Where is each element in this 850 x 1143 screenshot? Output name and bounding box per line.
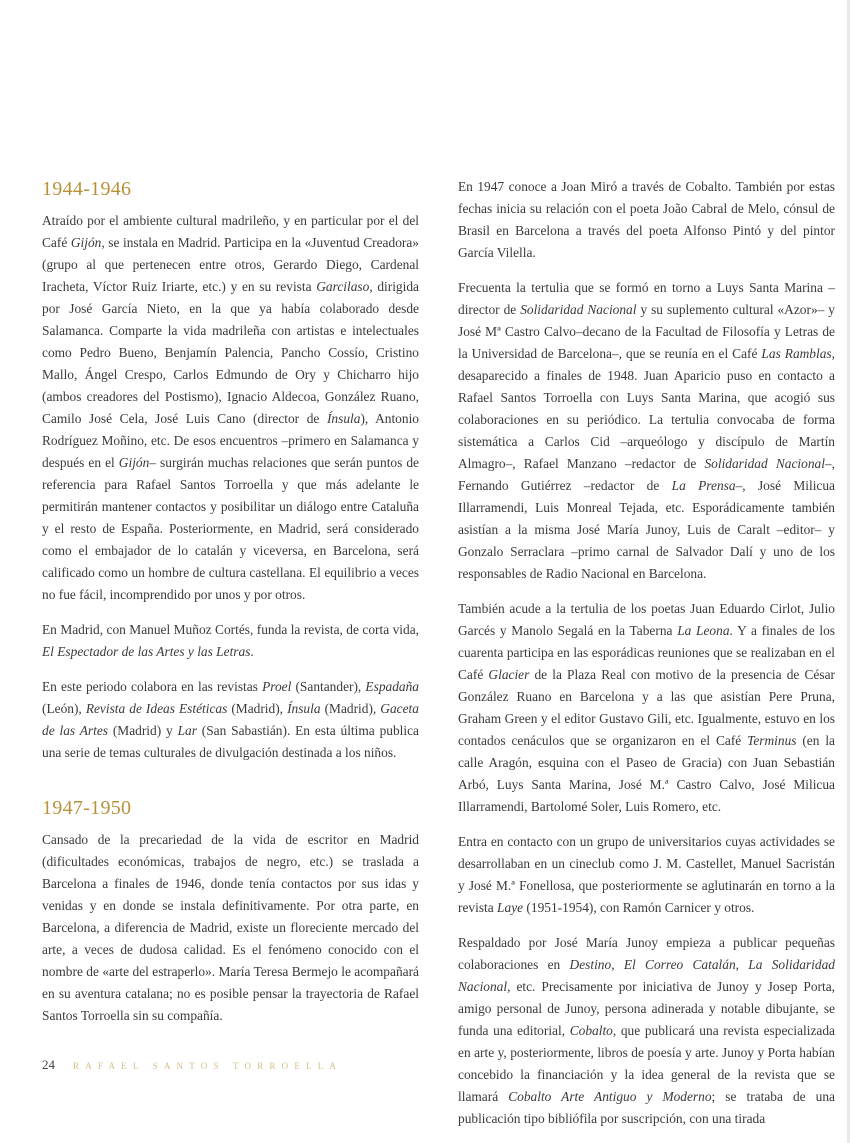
italic-title: Cobalto	[569, 1023, 613, 1038]
paragraph	[42, 676, 419, 764]
page-number: 24	[42, 1057, 55, 1072]
italic-title: Espadaña	[365, 679, 419, 694]
italic-title: Glacier	[488, 667, 530, 682]
text-run: ; se trataba de una publicación tipo bibliófila por suscripción, con una tirada	[458, 1089, 835, 1126]
italic-title: Ínsula	[326, 411, 361, 426]
text-run: (Madrid),	[320, 701, 381, 716]
left-column	[42, 176, 419, 1095]
text-run: ,	[611, 957, 624, 972]
italic-title: El Espectador de las Artes y las Letras	[42, 644, 251, 659]
paragraph	[458, 932, 835, 1130]
paragraph	[458, 176, 835, 264]
right-column	[458, 176, 835, 1143]
text-run: También acude a la tertulia de los poetas Juan Eduardo Cirlot, Julio Garcés y Manolo Segalá en la Taberna	[458, 601, 835, 638]
paragraph	[458, 598, 835, 818]
text-run: Entra en contacto con un grupo de universitarios cuyas actividades se desarrollaban en un cineclub como J. M. Castellet, Manuel Sacristán y José M.ª Fonellosa, que posteriormente se aglutinarán en torno a la revista	[458, 834, 835, 915]
page-footer	[42, 1040, 419, 1095]
italic-title: La Prensa	[671, 478, 736, 493]
text-run: En Madrid, con Manuel Muñoz Cortés, funda la revista, de corta vida,	[42, 622, 419, 637]
text-run: (San Sabastián). En esta última publica una serie de temas culturales de divulgación destinada a los niños.	[42, 723, 419, 760]
italic-title: Destino	[569, 957, 612, 972]
text-run: En 1947 conoce a Joan Miró a través de Cobalto. También por estas fechas inicia su relación con el poeta João Cabral de Melo, cónsul de Brasil en Barcelona a través del poeta Alfonso Pintó y del pintor García Vilella.	[458, 179, 835, 260]
text-run: de la Plaza Real con motivo de la presencia de César González Ruano en Barcelona y a las que asistían Pere Pruna, Graham Green y el editor Gustavo Gili, etc. Igualmente, estuvo en los contados cenáculos que se organizaron en el Café	[458, 667, 835, 748]
italic-title: Laye	[497, 900, 524, 915]
paragraph	[458, 831, 835, 919]
text-run: (Santander),	[291, 679, 366, 694]
text-run: y su suplemento cultural «Azor»– y José Mª Castro Calvo–decano de la Facultad de Filosofía y Letras de la Universidad de Barcelona–, que se reunía en el Café	[458, 302, 835, 361]
italic-title: Gijón	[70, 235, 102, 250]
text-run: –, Fernando Gutiérrez –redactor de	[458, 456, 836, 493]
text-run: Respaldado por José María Junoy empieza a publicar pequeñas colaboraciones en	[458, 935, 835, 972]
text-run: , dirigida por José García Nieto, en la que ya había colaborado desde Salamanca. Comparte la vida madrileña con artistas e intelectuales como Pedro Bueno, Benjamín Palencia, Pancho Cossío, Cristino Mallo, Ángel Crespo, Carlos Edmundo de Ory y Chicharro hijo (ambos creadores del Postismo), Ignacio Aldecoa, González Ruano, Camilo José Cela, José Luis Cano (director de	[42, 279, 419, 426]
text-run: , desaparecido a finales de 1948. Juan Aparicio puso en contacto a Rafael Santos Torroella con Luys Santa Marina, que acogió sus colaboraciones en su periódico. La tertulia convocaba de forma sistemática a Carlos Cid –arqueólogo y discípulo de Martín Almagro–, Rafael Manzano –redactor de	[458, 346, 835, 471]
italic-title: Garcilaso	[316, 279, 370, 294]
text-run: –, José Milicua Illarramendi, Luis Monreal Tejada, etc. Esporádicamente también asistían a la misma José María Junoy, Luis de Caralt –editor– y Gonzalo Serraclara –primo carnal de Salvador Dalí y uno de los responsables de Radio Nacional en Barcelona.	[458, 478, 835, 581]
italic-title: Terminus	[747, 733, 797, 748]
text-run: (en la calle Aragón, esquina con el Paseo de Gracia) con Juan Sebastián Arbó, Luys Santa Marina, José M.ª Castro Calvo, José Milicua Illarramendi, Bartolomé Soler, Luis Romero, etc.	[458, 733, 835, 814]
italic-title: La Solidaridad Nacional	[458, 957, 835, 994]
paragraph	[42, 210, 419, 606]
italic-title: Proel	[262, 679, 292, 694]
running-title: RAFAEL SANTOS TORROELLA	[73, 1061, 343, 1071]
text-run: – surgirán muchas relaciones que serán puntos de referencia para Rafael Santos Torroella y que más adelante le permitirán mantener contactos y posibilitar un diálogo entre Cataluña y el resto de España. Posteriormente, en Madrid, será considerado como el embajador de lo catalán y viceversa, en Barcelona, será calificado como un hombre de cultura castellana. El equilibrio a veces no fue fácil, incomprendido por unos y por otros.	[42, 455, 419, 602]
italic-title: Las Ramblas	[761, 346, 832, 361]
italic-title: Ínsula	[287, 701, 321, 716]
section-heading-1944-1946: 1944-1946	[42, 178, 132, 200]
italic-title: Solidaridad Nacional	[704, 456, 825, 471]
text-run: .	[250, 644, 254, 659]
paragraph	[42, 619, 419, 663]
text-run: Atraído por el ambiente cultural madrileño, y en particular por el del Café	[42, 213, 419, 250]
italic-title: Cobalto Arte Antiguo y Moderno	[508, 1089, 712, 1104]
paragraph	[458, 277, 835, 585]
italic-title: Solidaridad Nacional	[520, 302, 637, 317]
text-run: (Madrid) y	[107, 723, 178, 738]
italic-title: Revista de Ideas Estéticas	[85, 701, 228, 716]
paragraph	[42, 829, 419, 1027]
italic-title: La Leona	[677, 623, 730, 638]
text-run: , que publicará una revista especializada en arte y, posteriormente, libros de poesía y arte. Junoy y Porta habían concebido la financiación y la idea general de la revista que se llamará	[458, 1023, 835, 1104]
text-run: , se instala en Madrid. Participa en la «Juventud Creadora» (grupo al que pertenecen entre otros, Gerardo Diego, Cardenal Iracheta, Víctor Ruiz Iriarte, etc.) y en su revista	[42, 235, 419, 294]
section-heading-1947-1950: 1947-1950	[42, 797, 132, 819]
text-run: (León),	[42, 701, 86, 716]
italic-title: El Correo Catalán	[623, 957, 736, 972]
text-run: En este periodo colabora en las revistas	[42, 679, 263, 694]
text-run: , etc. Precisamente por iniciativa de Junoy y Josep Porta, amigo personal de Junoy, persona adinerada y notable dibujante, se funda una editorial,	[458, 979, 835, 1038]
text-run: Cansado de la precariedad de la vida de escritor en Madrid (dificultades económicas, trabajos de negro, etc.) se traslada a Barcelona a finales de 1946, donde tenía contactos por sus idas y venidas y en donde se instala definitivamente. Por otra parte, en Barcelona, a diferencia de Madrid, existe un floreciente mercado del arte, a veces de dudosa calidad. Es el fenómeno conocido con el nombre de «arte del estraperlo». María Teresa Bermejo le acompañará en su aventura catalana; no es posible pensar la trayectoria de Rafael Santos Torroella sin su compañía.	[42, 832, 419, 1023]
text-run: (1951-1954), con Ramón Carnicer y otros.	[523, 900, 755, 915]
text-run: ,	[735, 957, 749, 972]
italic-title: Gaceta de las Artes	[42, 701, 419, 738]
italic-title: Lar	[177, 723, 197, 738]
italic-title: Gijón	[118, 455, 150, 470]
text-run: . Y a finales de los cuarenta participa en las esporádicas reuniones que se realizaban en el Café	[458, 623, 836, 682]
text-run: ), Antonio Rodríguez Moñino, etc. De esos encuentros –primero en Salamanca y después en el	[42, 411, 419, 470]
text-run: (Madrid),	[227, 701, 288, 716]
text-run: Frecuenta la tertulia que se formó en torno a Luys Santa Marina –director de	[458, 280, 835, 317]
